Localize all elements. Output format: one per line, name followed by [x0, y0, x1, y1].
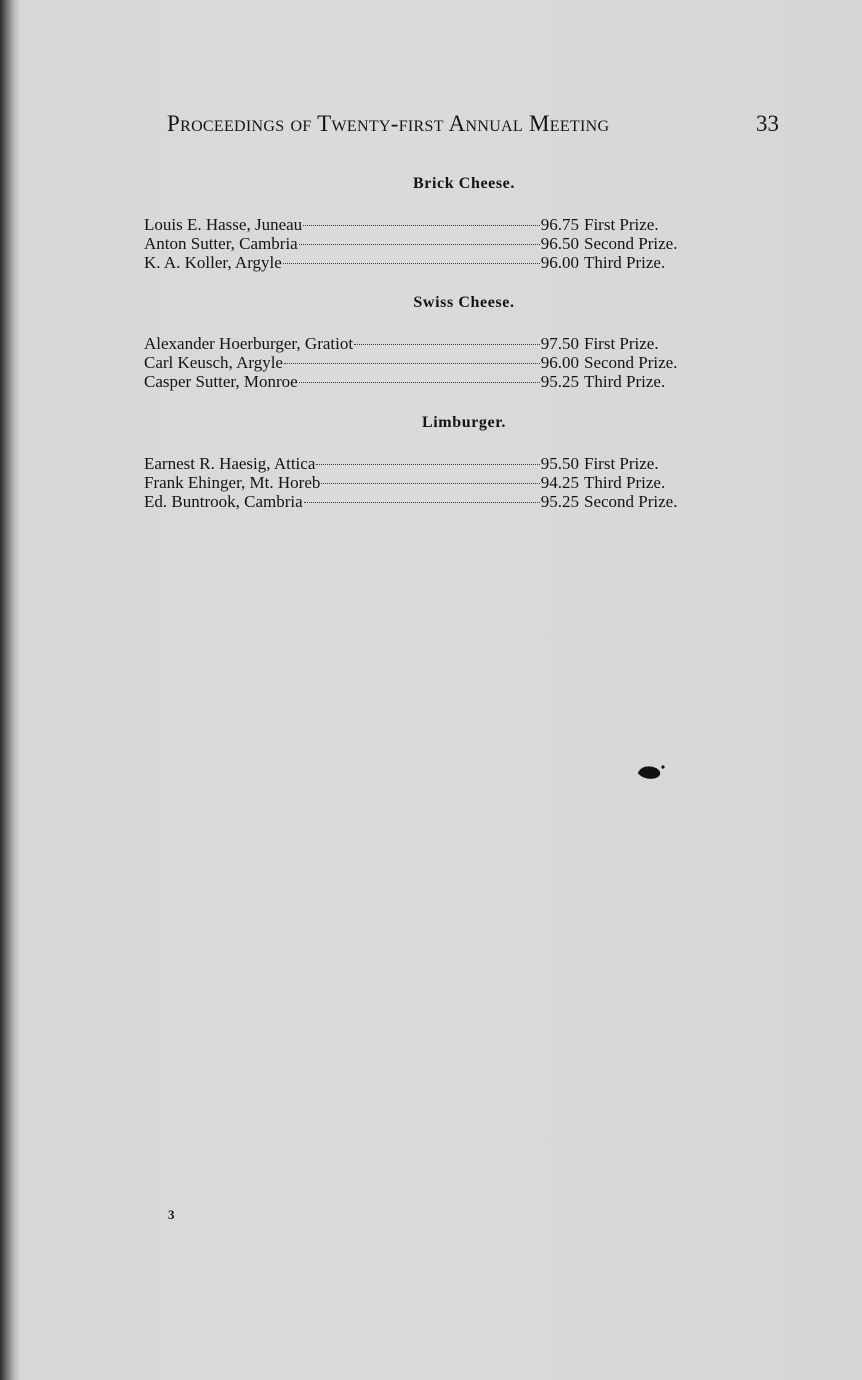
running-head: [167, 111, 779, 139]
prize: Third Prize.: [584, 473, 666, 492]
score: 94.25: [540, 473, 579, 492]
ink-blot: [636, 762, 670, 782]
dot-leader: [283, 263, 540, 264]
list-item: [144, 372, 754, 391]
entrant-name: Alexander Hoerburger, Gratiot: [144, 334, 354, 353]
prize: First Prize.: [584, 334, 659, 353]
list-item: [144, 473, 754, 492]
section-title: Brick Cheese.: [412, 175, 515, 192]
list-item: [144, 454, 754, 473]
score: 95.25: [540, 372, 579, 391]
entry-list: [144, 454, 754, 511]
entry-list: [144, 334, 754, 391]
dot-leader: [284, 363, 540, 364]
list-item: [144, 492, 754, 511]
score: 97.50: [540, 334, 579, 353]
entrant-name: Ed. Buntrook, Cambria: [144, 492, 303, 511]
dot-leader: [304, 502, 540, 503]
entrant-name: Carl Keusch, Argyle: [144, 353, 283, 372]
running-title: Proceedings of Twenty-first Annual Meeting: [167, 111, 610, 136]
page-number: 33: [756, 111, 779, 136]
score: 96.00: [540, 353, 579, 372]
section-title: Swiss Cheese.: [413, 294, 515, 311]
prize: Second Prize.: [584, 492, 678, 511]
entrant-name: Frank Ehinger, Mt. Horeb: [144, 473, 321, 492]
prize: First Prize.: [584, 454, 659, 473]
list-item: [144, 334, 754, 353]
prize: Third Prize.: [584, 372, 666, 391]
entrant-name: Anton Sutter, Cambria: [144, 234, 298, 253]
signature-mark: 3: [168, 1207, 175, 1222]
section-limburger: [144, 414, 754, 511]
dot-leader: [303, 225, 540, 226]
entry-list: [144, 215, 754, 272]
dot-leader: [316, 464, 539, 465]
dot-leader: [354, 344, 540, 345]
dot-leader: [321, 483, 539, 484]
score: 96.75: [540, 215, 579, 234]
entrant-name: K. A. Koller, Argyle: [144, 253, 282, 272]
prize: Second Prize.: [584, 234, 678, 253]
list-item: [144, 215, 754, 234]
list-item: [144, 253, 754, 272]
score: 95.50: [540, 454, 579, 473]
section-brick-cheese: [144, 175, 754, 272]
prize: Second Prize.: [584, 353, 678, 372]
prize: Third Prize.: [584, 253, 666, 272]
entrant-name: Earnest R. Haesig, Attica: [144, 454, 316, 473]
score: 95.25: [540, 492, 579, 511]
list-item: [144, 234, 754, 253]
list-item: [144, 353, 754, 372]
dot-leader: [299, 382, 540, 383]
score: 96.50: [540, 234, 579, 253]
dot-leader: [299, 244, 540, 245]
score: 96.00: [540, 253, 579, 272]
section-swiss-cheese: [144, 294, 754, 391]
book-spine-shadow: [0, 0, 20, 1380]
section-title: Limburger.: [421, 414, 507, 431]
entrant-name: Louis E. Hasse, Juneau: [144, 215, 303, 234]
entrant-name: Casper Sutter, Monroe: [144, 372, 298, 391]
prize: First Prize.: [584, 215, 659, 234]
